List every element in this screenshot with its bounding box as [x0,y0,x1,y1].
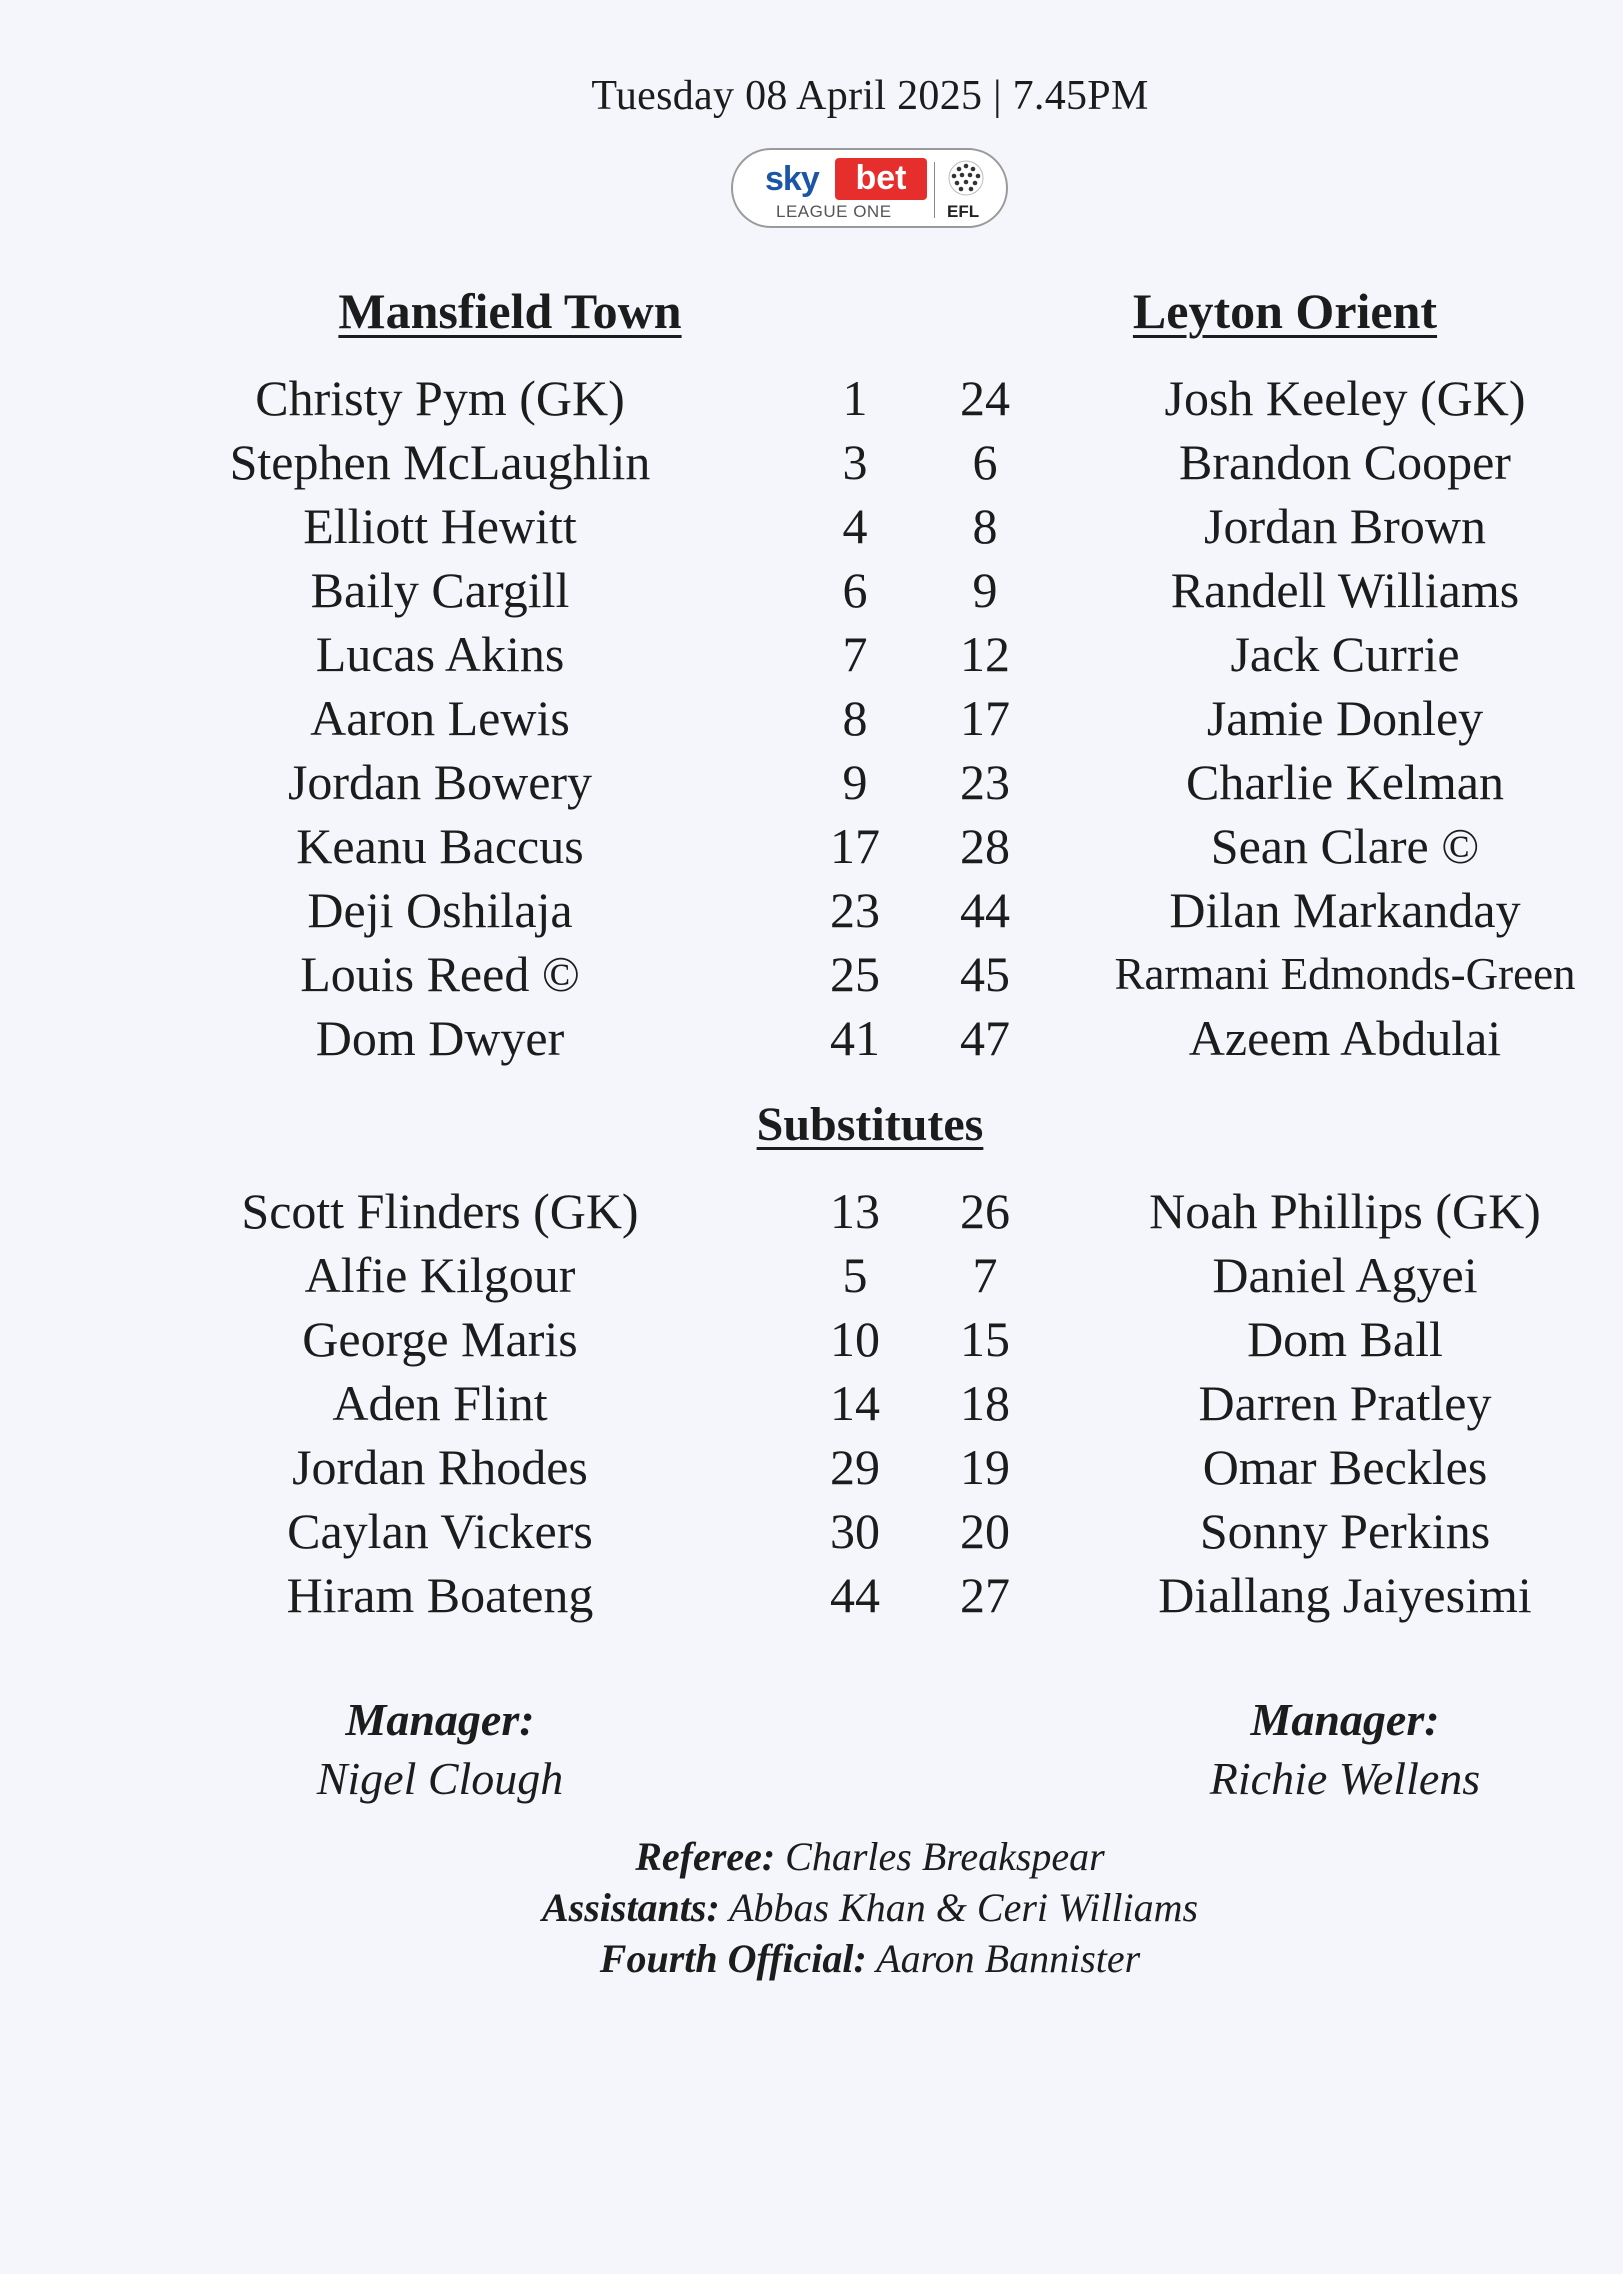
home-player-name: Christy Pym (GK) [255,370,625,426]
home-sub-number: 30 [830,1503,880,1559]
away-player-number: 6 [972,434,998,490]
away-player-name: Azeem Abdulai [1188,1010,1502,1066]
away-sub-number: 18 [960,1375,1010,1431]
substitute-row [0,1563,1623,1627]
home-sub-name: Jordan Rhodes [292,1439,588,1495]
home-player-name: Lucas Akins [315,626,565,682]
home-player-number: 7 [842,626,868,682]
away-player-name: Josh Keeley (GK) [1164,370,1526,426]
away-player-number: 17 [960,690,1010,746]
assistants-names: Abbas Khan & Ceri Williams [729,1885,1199,1930]
substitute-row [0,1499,1623,1563]
home-sub-number: 5 [842,1247,868,1303]
away-sub-number: 26 [960,1183,1010,1239]
home-sub-number: 13 [830,1183,880,1239]
home-player-name: Jordan Bowery [287,754,593,810]
logo-bet-text: bet [835,158,927,200]
substitute-row [0,1179,1623,1243]
lineup-row [0,430,1623,494]
home-player-number: 9 [842,754,868,810]
away-sub-name: Darren Pratley [1198,1375,1492,1431]
lineup-row [0,750,1623,814]
away-player-number: 8 [972,498,998,554]
substitutes-heading: Substitutes [756,1098,984,1151]
away-sub-number: 19 [960,1439,1010,1495]
substitute-row [0,1243,1623,1307]
away-sub-name: Diallang Jaiyesimi [1158,1567,1532,1623]
away-manager-name: Richie Wellens [1209,1753,1481,1804]
away-sub-name: Daniel Agyei [1212,1247,1478,1303]
home-player-number: 25 [830,946,880,1002]
home-sub-number: 10 [830,1311,880,1367]
away-player-number: 24 [960,370,1010,426]
referee-line [0,1833,1623,1880]
fourth-official-label: Fourth Official: [599,1936,867,1981]
home-player-name: Elliott Hewitt [303,498,577,554]
home-team-heading: Mansfield Town [338,283,682,339]
away-sub-name: Dom Ball [1247,1311,1443,1367]
lineup-row [0,366,1623,430]
away-player-name: Rarmani Edmonds-Green [1114,949,1576,999]
away-manager-label: Manager: [1250,1694,1440,1745]
away-player-name: Jack Currie [1230,626,1460,682]
away-sub-number: 15 [960,1311,1010,1367]
away-player-name: Jamie Donley [1206,690,1484,746]
away-player-number: 12 [960,626,1010,682]
home-player-number: 4 [842,498,868,554]
home-sub-name: Scott Flinders (GK) [241,1183,639,1239]
substitute-row [0,1435,1623,1499]
substitute-row [0,1371,1623,1435]
away-player-number: 9 [972,562,998,618]
logo-efl-text: EFL [947,202,980,221]
home-sub-name: Alfie Kilgour [304,1247,576,1303]
lineup-row [0,942,1623,1006]
home-sub-number: 14 [830,1375,880,1431]
home-player-number: 1 [842,370,868,426]
home-player-number: 23 [830,882,880,938]
logo-sky-text: sky [765,160,819,198]
away-sub-name: Sonny Perkins [1199,1503,1491,1559]
away-player-name: Sean Clare © [1210,818,1480,874]
home-manager-name: Nigel Clough [316,1753,564,1804]
home-player-name: Baily Cargill [310,562,570,618]
away-sub-number: 27 [960,1567,1010,1623]
home-player-number: 3 [842,434,868,490]
lineup-row [0,1006,1623,1070]
referee-label: Referee: [635,1834,776,1879]
home-sub-name: Aden Flint [332,1375,548,1431]
home-sub-name: George Maris [302,1311,578,1367]
home-sub-name: Hiram Boateng [286,1567,594,1623]
home-player-number: 6 [842,562,868,618]
efl-ball-icon [941,156,991,200]
away-player-name: Randell Williams [1170,562,1520,618]
away-player-number: 44 [960,882,1010,938]
substitute-row [0,1307,1623,1371]
home-player-number: 8 [842,690,868,746]
lineup-row [0,494,1623,558]
away-sub-name: Noah Phillips (GK) [1149,1183,1541,1239]
away-sub-number: 7 [972,1247,998,1303]
away-player-name: Charlie Kelman [1186,754,1504,810]
away-player-number: 45 [960,946,1010,1002]
lineup-row [0,878,1623,942]
home-player-name: Deji Oshilaja [307,882,573,938]
away-player-number: 28 [960,818,1010,874]
home-player-number: 41 [830,1010,880,1066]
logo-league-text: LEAGUE ONE [776,202,892,221]
away-sub-name: Omar Beckles [1202,1439,1488,1495]
match-date: Tuesday 08 April 2025 | 7.45PM [591,73,1149,119]
away-player-name: Brandon Cooper [1179,434,1511,490]
home-player-name: Stephen McLaughlin [229,434,651,490]
lineup-row [0,558,1623,622]
away-player-name: Jordan Brown [1204,498,1486,554]
home-sub-number: 29 [830,1439,880,1495]
lineup-row [0,686,1623,750]
home-player-name: Louis Reed © [300,946,580,1002]
away-player-number: 23 [960,754,1010,810]
home-manager-label: Manager: [345,1694,535,1745]
sky-bet-league-one-logo [731,148,1008,228]
fourth-official-name: Aaron Bannister [876,1936,1141,1981]
home-sub-number: 44 [830,1567,880,1623]
lineup-row [0,622,1623,686]
referee-name: Charles Breakspear [785,1834,1105,1879]
home-player-name: Dom Dwyer [315,1010,565,1066]
logo-divider [934,162,935,218]
away-player-name: Dilan Markanday [1169,882,1521,938]
lineup-row [0,814,1623,878]
home-sub-name: Caylan Vickers [287,1503,593,1559]
assistants-label: Assistants: [541,1885,720,1930]
assistants-line [0,1884,1623,1931]
away-player-number: 47 [960,1010,1010,1066]
home-player-name: Aaron Lewis [310,690,570,746]
away-sub-number: 20 [960,1503,1010,1559]
home-player-number: 17 [830,818,880,874]
fourth-official-line [0,1935,1623,1982]
home-player-name: Keanu Baccus [296,818,584,874]
away-team-heading: Leyton Orient [1132,283,1438,339]
